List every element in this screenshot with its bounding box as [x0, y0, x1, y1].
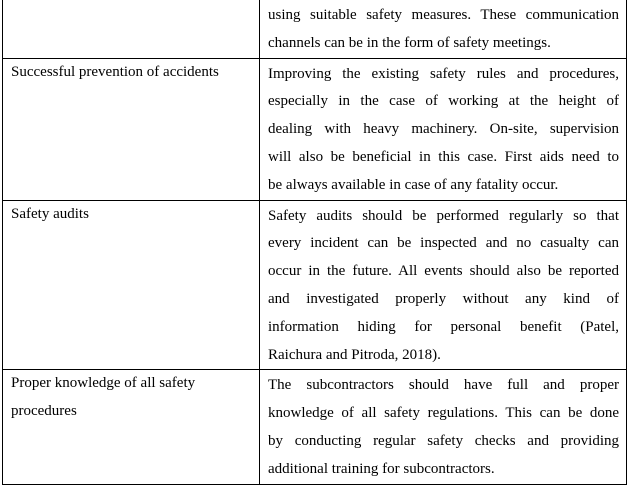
content-line: knowledge of all safety regulations. This can be done	[268, 405, 619, 422]
row-label-cell	[3, 58, 260, 200]
content-line: will also be beneficial in this case. First aids need to	[268, 148, 619, 165]
content-line: Improving the existing safety rules and procedures,	[268, 65, 619, 82]
row-content	[260, 370, 626, 483]
table-row	[3, 370, 627, 484]
content-line: occur in the future. All events should also be reported	[268, 263, 619, 280]
row-label: Proper knowledge of all safety procedures	[11, 375, 196, 419]
content-line: and investigated properly without any kind of	[268, 290, 619, 307]
row-content-cell	[260, 370, 627, 484]
content-line: channels can be in the form of safety meetings.	[268, 34, 551, 51]
row-label: Successful prevention of accidents	[11, 63, 219, 80]
table-row	[3, 0, 627, 58]
content-line: information hiding for personal benefit (Patel,	[268, 318, 619, 335]
content-line: The subcontractors should have full and proper	[268, 377, 619, 394]
content-line: using suitable safety measures. These communication	[268, 7, 619, 23]
row-content	[260, 59, 626, 200]
row-content	[260, 0, 626, 58]
content-line: especially in the case of working at the height of	[268, 93, 619, 110]
content-line: be always available in case of any fatality occur.	[268, 176, 559, 193]
content-line: every incident can be inspected and no casualty can	[268, 235, 619, 252]
safety-measures-table	[2, 0, 627, 485]
content-line: by conducting regular safety checks and providing	[268, 432, 619, 449]
row-label: Safety audits	[11, 205, 89, 222]
row-label-cell	[3, 200, 260, 370]
content-line: Safety audits should be performed regularly so that	[268, 207, 619, 224]
content-line: additional training for subcontractors.	[268, 460, 495, 477]
table-row	[3, 200, 627, 370]
row-content-cell	[260, 200, 627, 370]
row-content-cell	[260, 0, 627, 58]
content-line: Raichura and Pitroda, 2018).	[268, 346, 441, 363]
row-content	[260, 201, 626, 370]
row-label-cell	[3, 0, 260, 58]
table-row	[3, 58, 627, 200]
row-content-cell	[260, 58, 627, 200]
content-line: dealing with heavy machinery. On-site, supervision	[268, 121, 619, 138]
row-label-cell	[3, 370, 260, 484]
